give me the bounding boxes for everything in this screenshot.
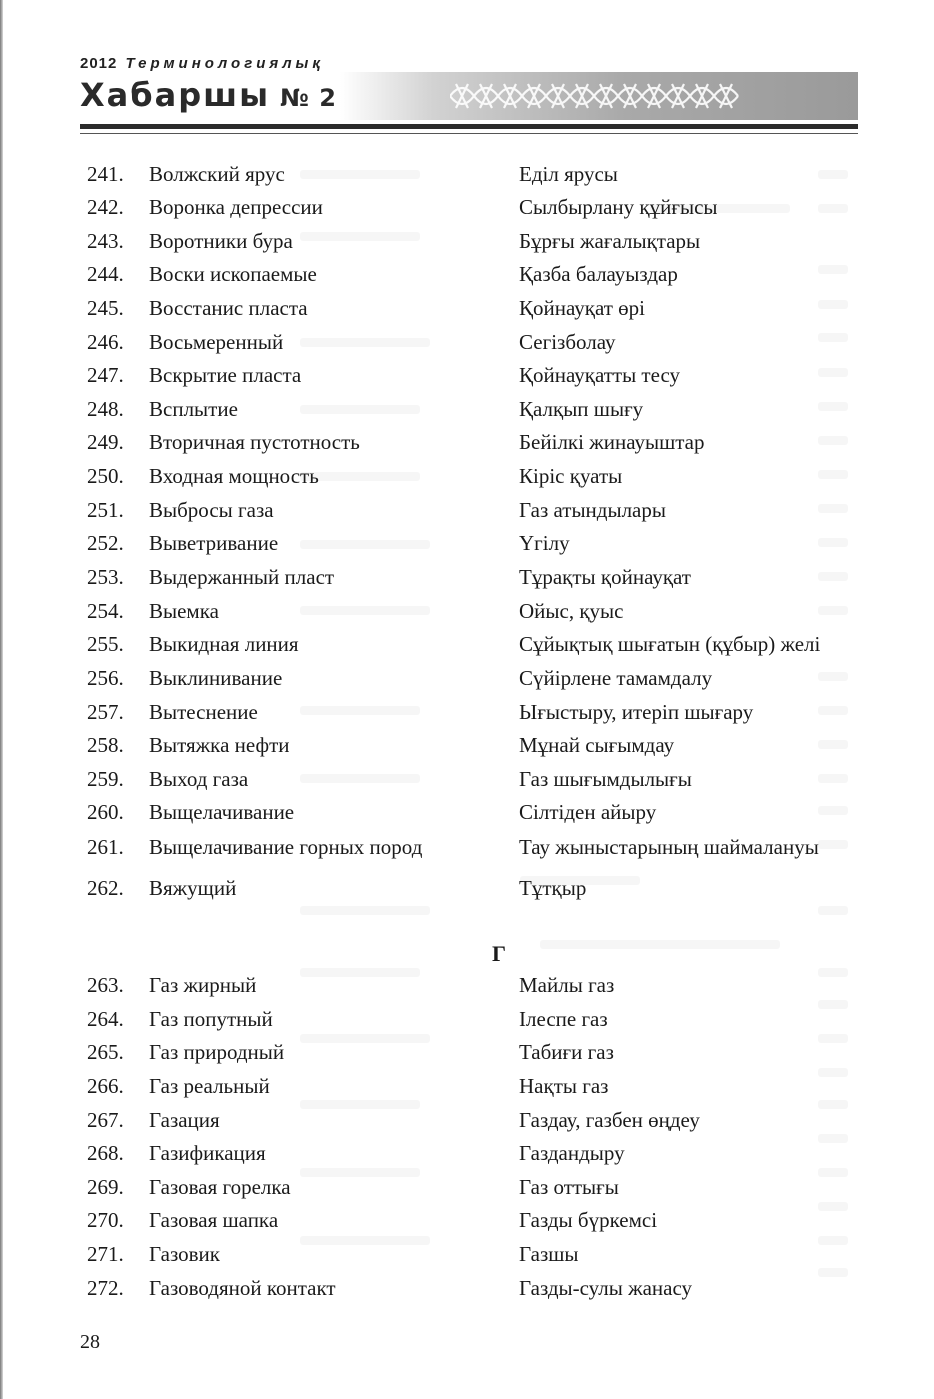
term-row xyxy=(0,666,934,698)
term-russian: Воски ископаемые xyxy=(149,262,317,286)
term-number: 267. xyxy=(87,1108,124,1132)
term-number: 259. xyxy=(87,767,124,791)
term-number: 263. xyxy=(87,973,124,997)
term-kazakh: Кіріс қуаты xyxy=(519,464,623,488)
term-kazakh: Газдандыру xyxy=(519,1141,625,1165)
term-number: 264. xyxy=(87,1007,124,1031)
term-russian: Газ природный xyxy=(149,1040,285,1064)
journal-title-text: Хабаршы xyxy=(80,76,271,114)
term-kazakh: Қойнауқатты тесу xyxy=(519,363,680,387)
term-number: 245. xyxy=(87,296,124,320)
term-row xyxy=(0,464,934,496)
term-russian: Газация xyxy=(149,1108,220,1132)
term-number: 270. xyxy=(87,1208,124,1232)
term-row xyxy=(0,1040,934,1072)
term-kazakh: Ілеспе газ xyxy=(519,1007,608,1031)
term-kazakh: Газ шығымдылығы xyxy=(519,767,692,791)
term-row xyxy=(0,1108,934,1140)
term-row xyxy=(0,397,934,429)
term-kazakh: Газ оттығы xyxy=(519,1175,619,1199)
journal-series: Терминологиялық xyxy=(125,55,324,72)
term-russian: Выемка xyxy=(149,599,219,623)
term-kazakh: Газдау, газбен өңдеу xyxy=(519,1108,700,1132)
term-russian: Выдержанный пласт xyxy=(149,565,335,589)
term-kazakh: Бейілкі жинауыштар xyxy=(519,430,705,454)
term-russian: Газовая шапка xyxy=(149,1208,279,1232)
term-kazakh: Ығыстыру, итеріп шығару xyxy=(519,700,754,724)
term-number: 242. xyxy=(87,195,124,219)
section-letter-heading: Г xyxy=(492,941,506,966)
term-number: 254. xyxy=(87,599,124,623)
term-number: 255. xyxy=(87,632,124,656)
term-kazakh: Тау жыныстарының шаймалануы xyxy=(519,835,819,859)
term-russian: Входная мощность xyxy=(149,464,319,488)
term-kazakh: Газды-сулы жанасу xyxy=(519,1276,693,1300)
term-number: 247. xyxy=(87,363,124,387)
term-number: 252. xyxy=(87,531,124,555)
term-russian: Газификация xyxy=(149,1141,266,1165)
term-russian: Вытяжка нефти xyxy=(149,733,290,757)
term-row xyxy=(0,195,934,227)
journal-year: 2012 xyxy=(80,55,118,72)
term-russian: Газовая горелка xyxy=(149,1175,291,1199)
term-russian: Газовик xyxy=(149,1242,220,1266)
term-row xyxy=(0,430,934,462)
term-number: 269. xyxy=(87,1175,124,1199)
term-row xyxy=(0,599,934,631)
term-row xyxy=(0,733,934,765)
term-kazakh: Сұйықтық шығатын (құбыр) желі xyxy=(519,632,821,656)
term-number: 253. xyxy=(87,565,124,589)
term-kazakh: Бұрғы жағалықтары xyxy=(519,229,701,253)
term-russian: Газ жирный xyxy=(149,973,257,997)
term-russian: Вяжущий xyxy=(149,876,237,900)
term-row xyxy=(0,1141,934,1173)
term-russian: Газ реальный xyxy=(149,1074,270,1098)
term-row xyxy=(0,262,934,294)
term-kazakh: Еділ ярусы xyxy=(519,162,618,186)
term-russian: Выветривание xyxy=(149,531,279,555)
term-row xyxy=(0,330,934,362)
term-kazakh: Сегізболау xyxy=(519,330,616,354)
term-russian: Газ попутный xyxy=(149,1007,273,1031)
term-number: 248. xyxy=(87,397,124,421)
term-number: 250. xyxy=(87,464,124,488)
term-number: 244. xyxy=(87,262,124,286)
term-number: 241. xyxy=(87,162,124,186)
term-number: 261. xyxy=(87,835,124,859)
term-russian: Выбросы газа xyxy=(149,498,274,522)
term-row xyxy=(0,1007,934,1039)
term-kazakh: Сілтіден айыру xyxy=(519,800,657,824)
term-kazakh: Тұтқыр xyxy=(519,876,587,900)
term-row xyxy=(0,1175,934,1207)
term-number: 260. xyxy=(87,800,124,824)
term-row xyxy=(0,1242,934,1274)
term-row xyxy=(0,1276,934,1308)
term-russian: Выход газа xyxy=(149,767,249,791)
term-russian: Вскрытие пласта xyxy=(149,363,302,387)
term-russian: Выкидная линия xyxy=(149,632,299,656)
term-russian: Волжский ярус xyxy=(149,162,285,186)
term-number: 256. xyxy=(87,666,124,690)
term-number: 249. xyxy=(87,430,124,454)
term-kazakh: Газшы xyxy=(519,1242,579,1266)
term-row xyxy=(0,700,934,732)
term-russian: Воронка депрессии xyxy=(149,195,323,219)
term-kazakh: Қойнауқат өрі xyxy=(519,296,645,320)
term-number: 251. xyxy=(87,498,124,522)
term-row xyxy=(0,498,934,530)
term-number: 262. xyxy=(87,876,124,900)
term-row xyxy=(0,363,934,395)
term-kazakh: Сылбырлану құйғысы xyxy=(519,195,718,219)
term-russian: Восьмеренный xyxy=(149,330,284,354)
term-row xyxy=(0,565,934,597)
term-row xyxy=(0,162,934,194)
term-number: 268. xyxy=(87,1141,124,1165)
term-number: 272. xyxy=(87,1276,124,1300)
term-row xyxy=(0,767,934,799)
term-kazakh: Қалқып шығу xyxy=(519,397,644,421)
term-kazakh: Табиғи газ xyxy=(519,1040,614,1064)
journal-issue: № 2 xyxy=(280,84,337,112)
term-russian: Выщелачивание xyxy=(149,800,295,824)
page-number: 28 xyxy=(80,1331,100,1353)
term-row xyxy=(0,1208,934,1240)
term-russian: Газоводяной контакт xyxy=(149,1276,336,1300)
term-number: 265. xyxy=(87,1040,124,1064)
term-kazakh: Үгілу xyxy=(519,531,570,555)
term-kazakh: Газды бүркемсі xyxy=(519,1208,658,1232)
term-russian: Вторичная пустотность xyxy=(149,430,360,454)
term-number: 243. xyxy=(87,229,124,253)
term-kazakh: Нақты газ xyxy=(519,1074,609,1098)
term-row xyxy=(0,1074,934,1106)
term-russian: Восстанис пласта xyxy=(149,296,308,320)
term-russian: Воротники бура xyxy=(149,229,293,253)
term-row xyxy=(0,973,934,1005)
term-row xyxy=(0,632,934,664)
term-number: 271. xyxy=(87,1242,124,1266)
term-row xyxy=(0,835,934,867)
term-row xyxy=(0,229,934,261)
term-kazakh: Ойыс, қуыс xyxy=(519,599,624,623)
term-number: 258. xyxy=(87,733,124,757)
term-russian: Выщелачивание горных пород xyxy=(149,835,423,859)
term-kazakh: Сүйірлене тамамдалу xyxy=(519,666,713,690)
term-number: 246. xyxy=(87,330,124,354)
term-kazakh: Газ атындылары xyxy=(519,498,666,522)
term-row xyxy=(0,296,934,328)
term-kazakh: Мұнай сығымдау xyxy=(519,733,675,757)
term-kazakh: Тұрақты қойнауқат xyxy=(519,565,691,589)
term-russian: Выклинивание xyxy=(149,666,283,690)
term-russian: Вытеснение xyxy=(149,700,258,724)
term-russian: Всплытие xyxy=(149,397,238,421)
term-row xyxy=(0,531,934,563)
term-kazakh: Майлы газ xyxy=(519,973,615,997)
term-number: 266. xyxy=(87,1074,124,1098)
term-number: 257. xyxy=(87,700,124,724)
term-kazakh: Қазба балауыздар xyxy=(519,262,678,286)
term-row xyxy=(0,800,934,832)
term-row xyxy=(0,876,934,908)
